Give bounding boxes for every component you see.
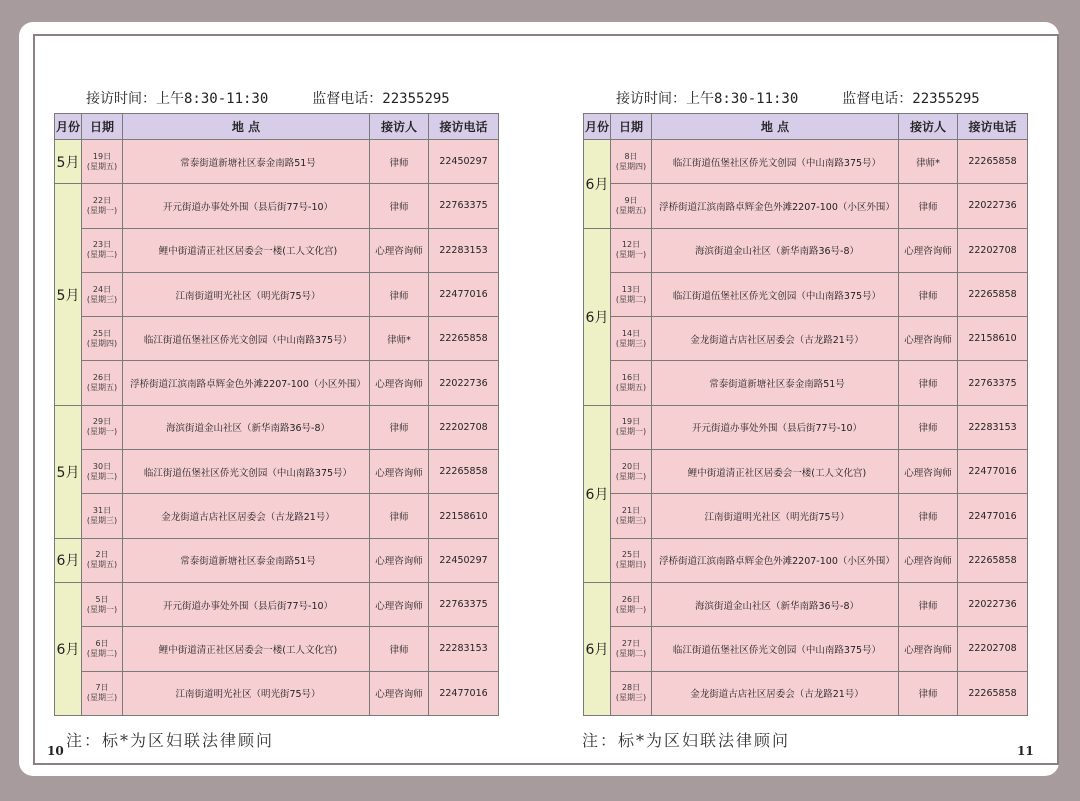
right-note: 注：标*为区妇联法律顾问: [582, 731, 791, 750]
month-cell: 6月: [55, 538, 82, 582]
column-header: 月份: [584, 114, 611, 140]
left-note: 注：标*为区妇联法律顾问: [66, 731, 275, 750]
location-cell: 浮桥街道江滨南路卓辉金色外滩2207-100（小区外围）: [652, 184, 899, 228]
date-cell: [611, 671, 652, 715]
table-row: [584, 671, 1028, 715]
table-row: [55, 184, 499, 228]
left-table-body: [55, 140, 499, 716]
date-cell: [611, 582, 652, 626]
month-cell: 6月: [584, 582, 611, 715]
date-weekday: (星期一): [615, 604, 647, 614]
date-weekday: (星期三): [615, 693, 647, 703]
receiver-cell: 律师*: [370, 317, 429, 361]
column-header: 地 点: [652, 114, 899, 140]
location-cell: 江南街道明光社区（明光街75号）: [652, 494, 899, 538]
date-cell: [611, 317, 652, 361]
left-header-phone: 监督电话：22355295: [312, 91, 450, 107]
date-weekday: (星期五): [615, 205, 647, 215]
table-row: [584, 582, 1028, 626]
left-table-header-row: [55, 114, 499, 140]
receiver-cell: 律师: [899, 184, 958, 228]
date-cell: [611, 494, 652, 538]
table-row: [584, 450, 1028, 494]
location-cell: 鲤中街道清正社区居委会一楼(工人文化宫): [123, 228, 370, 272]
date-day: 26日: [92, 373, 112, 383]
right-page-number: 11: [1017, 744, 1034, 758]
phone-cell: 22450297: [429, 140, 499, 184]
phone-cell: 22477016: [429, 671, 499, 715]
receiver-cell: 心理咨询师: [899, 627, 958, 671]
table-row: [55, 627, 499, 671]
right-header-phone: 监督电话：22355295: [842, 91, 980, 107]
date-day: 19日: [621, 417, 641, 427]
receiver-cell: 心理咨询师: [370, 450, 429, 494]
date-weekday: (星期二): [86, 648, 118, 658]
date-day: 25日: [92, 328, 112, 338]
date-weekday: (星期一): [86, 604, 118, 614]
column-header: 接访电话: [429, 114, 499, 140]
column-header: 接访人: [899, 114, 958, 140]
date-weekday: (星期二): [615, 648, 647, 658]
date-day: 12日: [621, 240, 641, 250]
phone-cell: 22283153: [958, 405, 1028, 449]
date-cell: [82, 450, 123, 494]
column-header: 接访人: [370, 114, 429, 140]
phone-cell: 22283153: [429, 627, 499, 671]
table-row: [584, 184, 1028, 228]
table-row: [55, 450, 499, 494]
left-schedule-table: [54, 113, 499, 716]
date-cell: [611, 184, 652, 228]
left-page-number: 10: [47, 744, 64, 758]
location-cell: 金龙街道古店社区居委会（古龙路21号）: [123, 494, 370, 538]
table-row: [584, 538, 1028, 582]
date-weekday: (星期二): [86, 250, 118, 260]
date-weekday: (星期一): [615, 427, 647, 437]
date-day: 5日: [95, 594, 109, 604]
location-cell: 鲤中街道清正社区居委会一楼(工人文化宫): [652, 450, 899, 494]
receiver-cell: 律师: [899, 272, 958, 316]
date-weekday: (星期五): [615, 383, 647, 393]
location-cell: 临江街道伍堡社区侨光文创园（中山南路375号）: [652, 627, 899, 671]
date-cell: [82, 140, 123, 184]
date-cell: [611, 538, 652, 582]
date-day: 8日: [624, 151, 638, 161]
receiver-cell: 律师: [899, 582, 958, 626]
location-cell: 开元街道办事处外围（县后街77号-10）: [123, 582, 370, 626]
month-cell: 6月: [584, 228, 611, 405]
receiver-cell: 律师: [370, 140, 429, 184]
phone-cell: 22202708: [958, 228, 1028, 272]
phone-cell: 22477016: [958, 450, 1028, 494]
date-day: 16日: [621, 373, 641, 383]
phone-cell: 22763375: [429, 582, 499, 626]
date-cell: [82, 184, 123, 228]
phone-cell: 22763375: [429, 184, 499, 228]
table-row: [55, 494, 499, 538]
location-cell: 海滨街道金山社区（新华南路36号-8）: [652, 582, 899, 626]
location-cell: 开元街道办事处外围（县后街77号-10）: [123, 184, 370, 228]
table-row: [584, 627, 1028, 671]
receiver-cell: 心理咨询师: [899, 450, 958, 494]
date-cell: [82, 627, 123, 671]
date-weekday: (星期二): [86, 471, 118, 481]
right-schedule-table: [583, 113, 1028, 716]
date-day: 28日: [621, 683, 641, 693]
date-day: 27日: [621, 638, 641, 648]
date-cell: [82, 671, 123, 715]
table-row: [584, 228, 1028, 272]
month-cell: 6月: [584, 405, 611, 582]
column-header: 接访电话: [958, 114, 1028, 140]
location-cell: 浮桥街道江滨南路卓辉金色外滩2207-100（小区外围）: [123, 361, 370, 405]
table-row: [55, 272, 499, 316]
date-cell: [611, 405, 652, 449]
right-header: [616, 88, 980, 108]
date-weekday: (星期日): [615, 560, 647, 570]
date-weekday: (星期四): [86, 338, 118, 348]
date-cell: [611, 140, 652, 184]
date-weekday: (星期三): [615, 338, 647, 348]
right-table-body: [584, 140, 1028, 716]
table-row: [55, 405, 499, 449]
date-weekday: (星期二): [615, 471, 647, 481]
date-day: 24日: [92, 284, 112, 294]
table-row: [55, 538, 499, 582]
phone-cell: 22477016: [429, 272, 499, 316]
location-cell: 临江街道伍堡社区侨光文创园（中山南路375号）: [123, 317, 370, 361]
location-cell: 临江街道伍堡社区侨光文创园（中山南路375号）: [652, 272, 899, 316]
date-weekday: (星期三): [86, 294, 118, 304]
date-cell: [611, 627, 652, 671]
receiver-cell: 心理咨询师: [370, 228, 429, 272]
receiver-cell: 心理咨询师: [370, 582, 429, 626]
phone-cell: 22265858: [958, 671, 1028, 715]
date-weekday: (星期一): [615, 250, 647, 260]
receiver-cell: 心理咨询师: [899, 317, 958, 361]
column-header: 月份: [55, 114, 82, 140]
date-cell: [82, 317, 123, 361]
phone-cell: 22763375: [958, 361, 1028, 405]
date-day: 13日: [621, 284, 641, 294]
date-day: 2日: [95, 550, 109, 560]
table-row: [584, 317, 1028, 361]
location-cell: 临江街道伍堡社区侨光文创园（中山南路375号）: [123, 450, 370, 494]
left-header-time: 接访时间：上午8:30-11:30: [86, 91, 269, 107]
date-cell: [611, 450, 652, 494]
table-row: [55, 140, 499, 184]
location-cell: 江南街道明光社区（明光街75号）: [123, 272, 370, 316]
date-day: 20日: [621, 461, 641, 471]
date-day: 22日: [92, 195, 112, 205]
date-day: 21日: [621, 506, 641, 516]
phone-cell: 22450297: [429, 538, 499, 582]
date-weekday: (星期五): [86, 560, 118, 570]
phone-cell: 22202708: [429, 405, 499, 449]
receiver-cell: 律师: [370, 627, 429, 671]
phone-cell: 22477016: [958, 494, 1028, 538]
date-day: 29日: [92, 417, 112, 427]
phone-cell: 22265858: [429, 450, 499, 494]
date-day: 30日: [92, 461, 112, 471]
date-day: 9日: [624, 195, 638, 205]
receiver-cell: 心理咨询师: [370, 361, 429, 405]
phone-cell: 22022736: [958, 582, 1028, 626]
phone-cell: 22265858: [958, 140, 1028, 184]
receiver-cell: 律师: [899, 361, 958, 405]
left-header: [86, 88, 450, 108]
date-day: 7日: [95, 683, 109, 693]
date-cell: [82, 538, 123, 582]
date-day: 25日: [621, 550, 641, 560]
column-header: 日期: [82, 114, 123, 140]
table-row: [584, 272, 1028, 316]
date-day: 19日: [92, 151, 112, 161]
month-cell: 6月: [584, 140, 611, 229]
table-row: [55, 228, 499, 272]
date-weekday: (星期四): [615, 161, 647, 171]
date-cell: [82, 228, 123, 272]
table-row: [584, 140, 1028, 184]
date-day: 23日: [92, 240, 112, 250]
date-weekday: (星期五): [86, 383, 118, 393]
date-weekday: (星期三): [86, 693, 118, 703]
table-row: [55, 582, 499, 626]
location-cell: 临江街道伍堡社区侨光文创园（中山南路375号）: [652, 140, 899, 184]
date-day: 31日: [92, 506, 112, 516]
column-header: 日期: [611, 114, 652, 140]
receiver-cell: 律师: [370, 494, 429, 538]
phone-cell: 22283153: [429, 228, 499, 272]
date-cell: [611, 361, 652, 405]
date-day: 26日: [621, 594, 641, 604]
date-cell: [611, 228, 652, 272]
receiver-cell: 律师: [370, 405, 429, 449]
date-weekday: (星期五): [86, 161, 118, 171]
month-cell: 6月: [55, 582, 82, 715]
table-row: [584, 361, 1028, 405]
receiver-cell: 律师: [899, 494, 958, 538]
date-weekday: (星期三): [86, 516, 118, 526]
table-row: [55, 361, 499, 405]
date-cell: [82, 272, 123, 316]
phone-cell: 22022736: [429, 361, 499, 405]
location-cell: 浮桥街道江滨南路卓辉金色外滩2207-100（小区外围）: [652, 538, 899, 582]
location-cell: 海滨街道金山社区（新华南路36号-8）: [123, 405, 370, 449]
receiver-cell: 心理咨询师: [899, 538, 958, 582]
location-cell: 常泰街道新塘社区泰金南路51号: [123, 140, 370, 184]
phone-cell: 22202708: [958, 627, 1028, 671]
date-cell: [82, 582, 123, 626]
table-row: [584, 494, 1028, 538]
table-row: [584, 405, 1028, 449]
date-cell: [82, 494, 123, 538]
receiver-cell: 心理咨询师: [899, 228, 958, 272]
date-cell: [82, 405, 123, 449]
receiver-cell: 心理咨询师: [370, 671, 429, 715]
phone-cell: 22265858: [958, 272, 1028, 316]
location-cell: 海滨街道金山社区（新华南路36号-8）: [652, 228, 899, 272]
date-cell: [82, 361, 123, 405]
receiver-cell: 心理咨询师: [370, 538, 429, 582]
location-cell: 常泰街道新塘社区泰金南路51号: [123, 538, 370, 582]
location-cell: 金龙街道古店社区居委会（古龙路21号）: [652, 671, 899, 715]
column-header: 地 点: [123, 114, 370, 140]
phone-cell: 22158610: [429, 494, 499, 538]
date-weekday: (星期三): [615, 516, 647, 526]
receiver-cell: 律师: [370, 272, 429, 316]
right-table-header-row: [584, 114, 1028, 140]
date-weekday: (星期一): [86, 205, 118, 215]
phone-cell: 22158610: [958, 317, 1028, 361]
month-cell: 5月: [55, 140, 82, 184]
location-cell: 金龙街道古店社区居委会（古龙路21号）: [652, 317, 899, 361]
date-weekday: (星期一): [86, 427, 118, 437]
date-weekday: (星期二): [615, 294, 647, 304]
date-cell: [611, 272, 652, 316]
receiver-cell: 律师*: [899, 140, 958, 184]
receiver-cell: 律师: [899, 671, 958, 715]
location-cell: 鲤中街道清正社区居委会一楼(工人文化宫): [123, 627, 370, 671]
location-cell: 常泰街道新塘社区泰金南路51号: [652, 361, 899, 405]
receiver-cell: 律师: [370, 184, 429, 228]
phone-cell: 22265858: [958, 538, 1028, 582]
month-cell: 5月: [55, 405, 82, 538]
month-cell: 5月: [55, 184, 82, 405]
date-day: 6日: [95, 638, 109, 648]
phone-cell: 22265858: [429, 317, 499, 361]
table-row: [55, 317, 499, 361]
right-header-time: 接访时间：上午8:30-11:30: [616, 91, 799, 107]
table-row: [55, 671, 499, 715]
location-cell: 开元街道办事处外围（县后街77号-10）: [652, 405, 899, 449]
phone-cell: 22022736: [958, 184, 1028, 228]
receiver-cell: 律师: [899, 405, 958, 449]
date-day: 14日: [621, 328, 641, 338]
location-cell: 江南街道明光社区（明光街75号）: [123, 671, 370, 715]
